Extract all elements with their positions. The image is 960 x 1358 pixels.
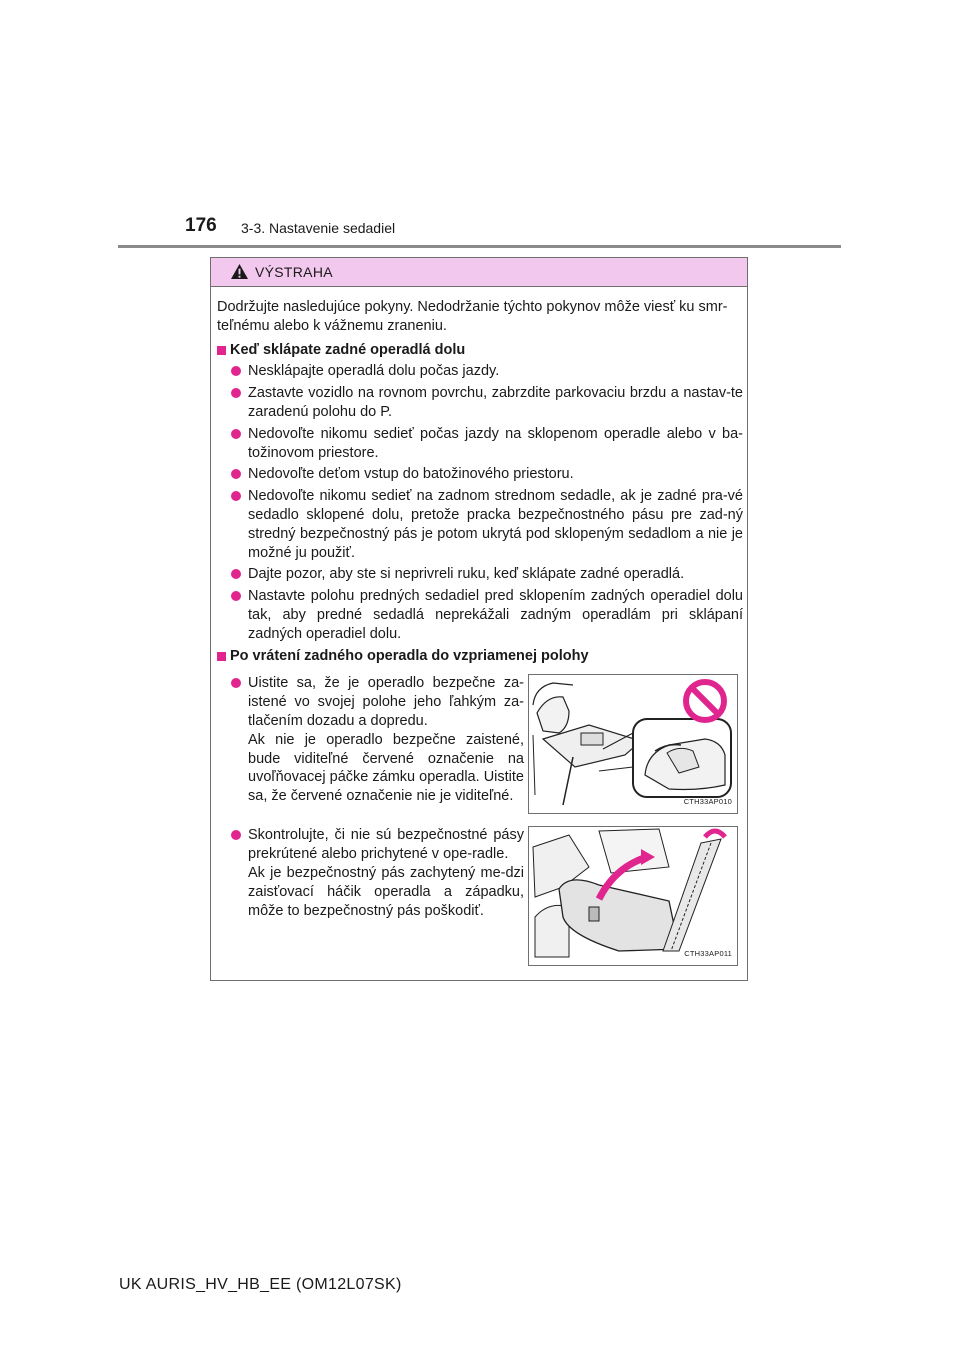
list-item xyxy=(217,384,743,422)
header-rule xyxy=(118,245,841,248)
figure-code: CTH33AP011 xyxy=(684,948,732,958)
bullet-dot-icon xyxy=(231,429,241,439)
document-code: UK AURIS_HV_HB_EE (OM12L07SK) xyxy=(119,1276,402,1293)
section-heading-upright xyxy=(217,647,743,666)
bullet-dot-icon xyxy=(231,366,241,376)
list-item xyxy=(217,565,743,584)
bullet-dot-icon xyxy=(231,388,241,398)
warning-header xyxy=(211,258,747,287)
list-item-text: Dajte pozor, aby ste si neprivreli ruku, keď sklápate zadné operadlá. xyxy=(248,566,685,583)
list-item-text: Nedovoľte nikomu sedieť počas jazdy na sklopenom operadle alebo v ba-tožinovom priestore. xyxy=(248,425,743,461)
section-heading-folding xyxy=(217,341,743,360)
list-item xyxy=(217,465,743,484)
list-item xyxy=(217,487,743,562)
bullet-dot-icon xyxy=(231,830,241,840)
warning-intro: Dodržujte nasledujúce pokyny. Nedodržanie týchto pokynov môže viesť ku smr-teľnému alebo k vážnemu zraneniu. xyxy=(217,299,728,334)
section-title: 3-3. Nastavenie sedadiel xyxy=(241,220,396,236)
warning-title: VÝSTRAHA xyxy=(255,264,333,280)
list-item xyxy=(217,674,524,806)
seat-lock-figure xyxy=(528,674,738,814)
bullet-dot-icon xyxy=(231,569,241,579)
section-heading-text: Po vrátení zadného operadla do vzpriamenej polohy xyxy=(230,647,589,664)
bullet-dot-icon xyxy=(231,469,241,479)
page-number: 176 xyxy=(185,215,217,236)
figure-code: CTH33AP010 xyxy=(683,796,732,806)
list-item-text: Nastavte polohu predných sedadiel pred sklopením zadných operadiel dolu tak, aby predné sedadlá neprekážali zadným operadlám pri sklápaní zadných operadiel dolu. xyxy=(248,588,743,642)
seatbelt-figure xyxy=(528,826,738,966)
list-item-text: Nedovoľte nikomu sedieť na zadnom strednom sedadle, ak je zadné pra-vé sedadlo sklopené dolu, pretože pracka bezpečnostného pásu pre zad-ný stredný bezpečnostný pás je potom ukrytá pod sklopeným sedadlom a nie je možné ju použiť. xyxy=(248,488,743,561)
warning-triangle-icon xyxy=(230,263,249,280)
list-item-text: Uistite sa, že je operadlo bezpečne za-istené vo svojej polohe jeho ľahkým za-tlačením dozadu a dopredu. Ak nie je operadlo bezpečne zaistené, bude viditeľné červené označenie na uvoľňovacej páčke zámku operadla. Uistite sa, že červené označenie nie je viditeľné. xyxy=(248,675,524,805)
list-item-text: Skontrolujte, či nie sú bezpečnostné pásy prekrútené alebo prichytené v ope-radle. Ak je bezpečnostný pás zachytený me-dzi zaisťovací háčik operadla a západku, môže to bezpečnostný pás poškodiť. xyxy=(248,827,524,919)
list-item xyxy=(217,362,743,381)
section-heading-text: Keď sklápate zadné operadlá dolu xyxy=(230,341,466,358)
list-item xyxy=(217,587,743,643)
list-item-text: Nesklápajte operadlá dolu počas jazdy. xyxy=(248,363,500,380)
figure-row xyxy=(217,824,743,974)
warning-box xyxy=(210,257,748,981)
bullet-dot-icon xyxy=(231,491,241,501)
square-bullet-icon xyxy=(217,652,226,661)
list-item-text: Zastavte vozidlo na rovnom povrchu, zabrzdite parkovaciu brzdu a nastav-te zaradenú polohu do P. xyxy=(248,385,743,420)
figure-row xyxy=(217,674,743,824)
list-item xyxy=(217,425,743,463)
bullet-dot-icon xyxy=(231,591,241,601)
list-item-text: Nedovoľte deťom vstup do batožinového priestoru. xyxy=(248,466,574,483)
warning-content xyxy=(217,298,743,974)
bullet-dot-icon xyxy=(231,678,241,688)
square-bullet-icon xyxy=(217,346,226,355)
list-item xyxy=(217,826,524,920)
